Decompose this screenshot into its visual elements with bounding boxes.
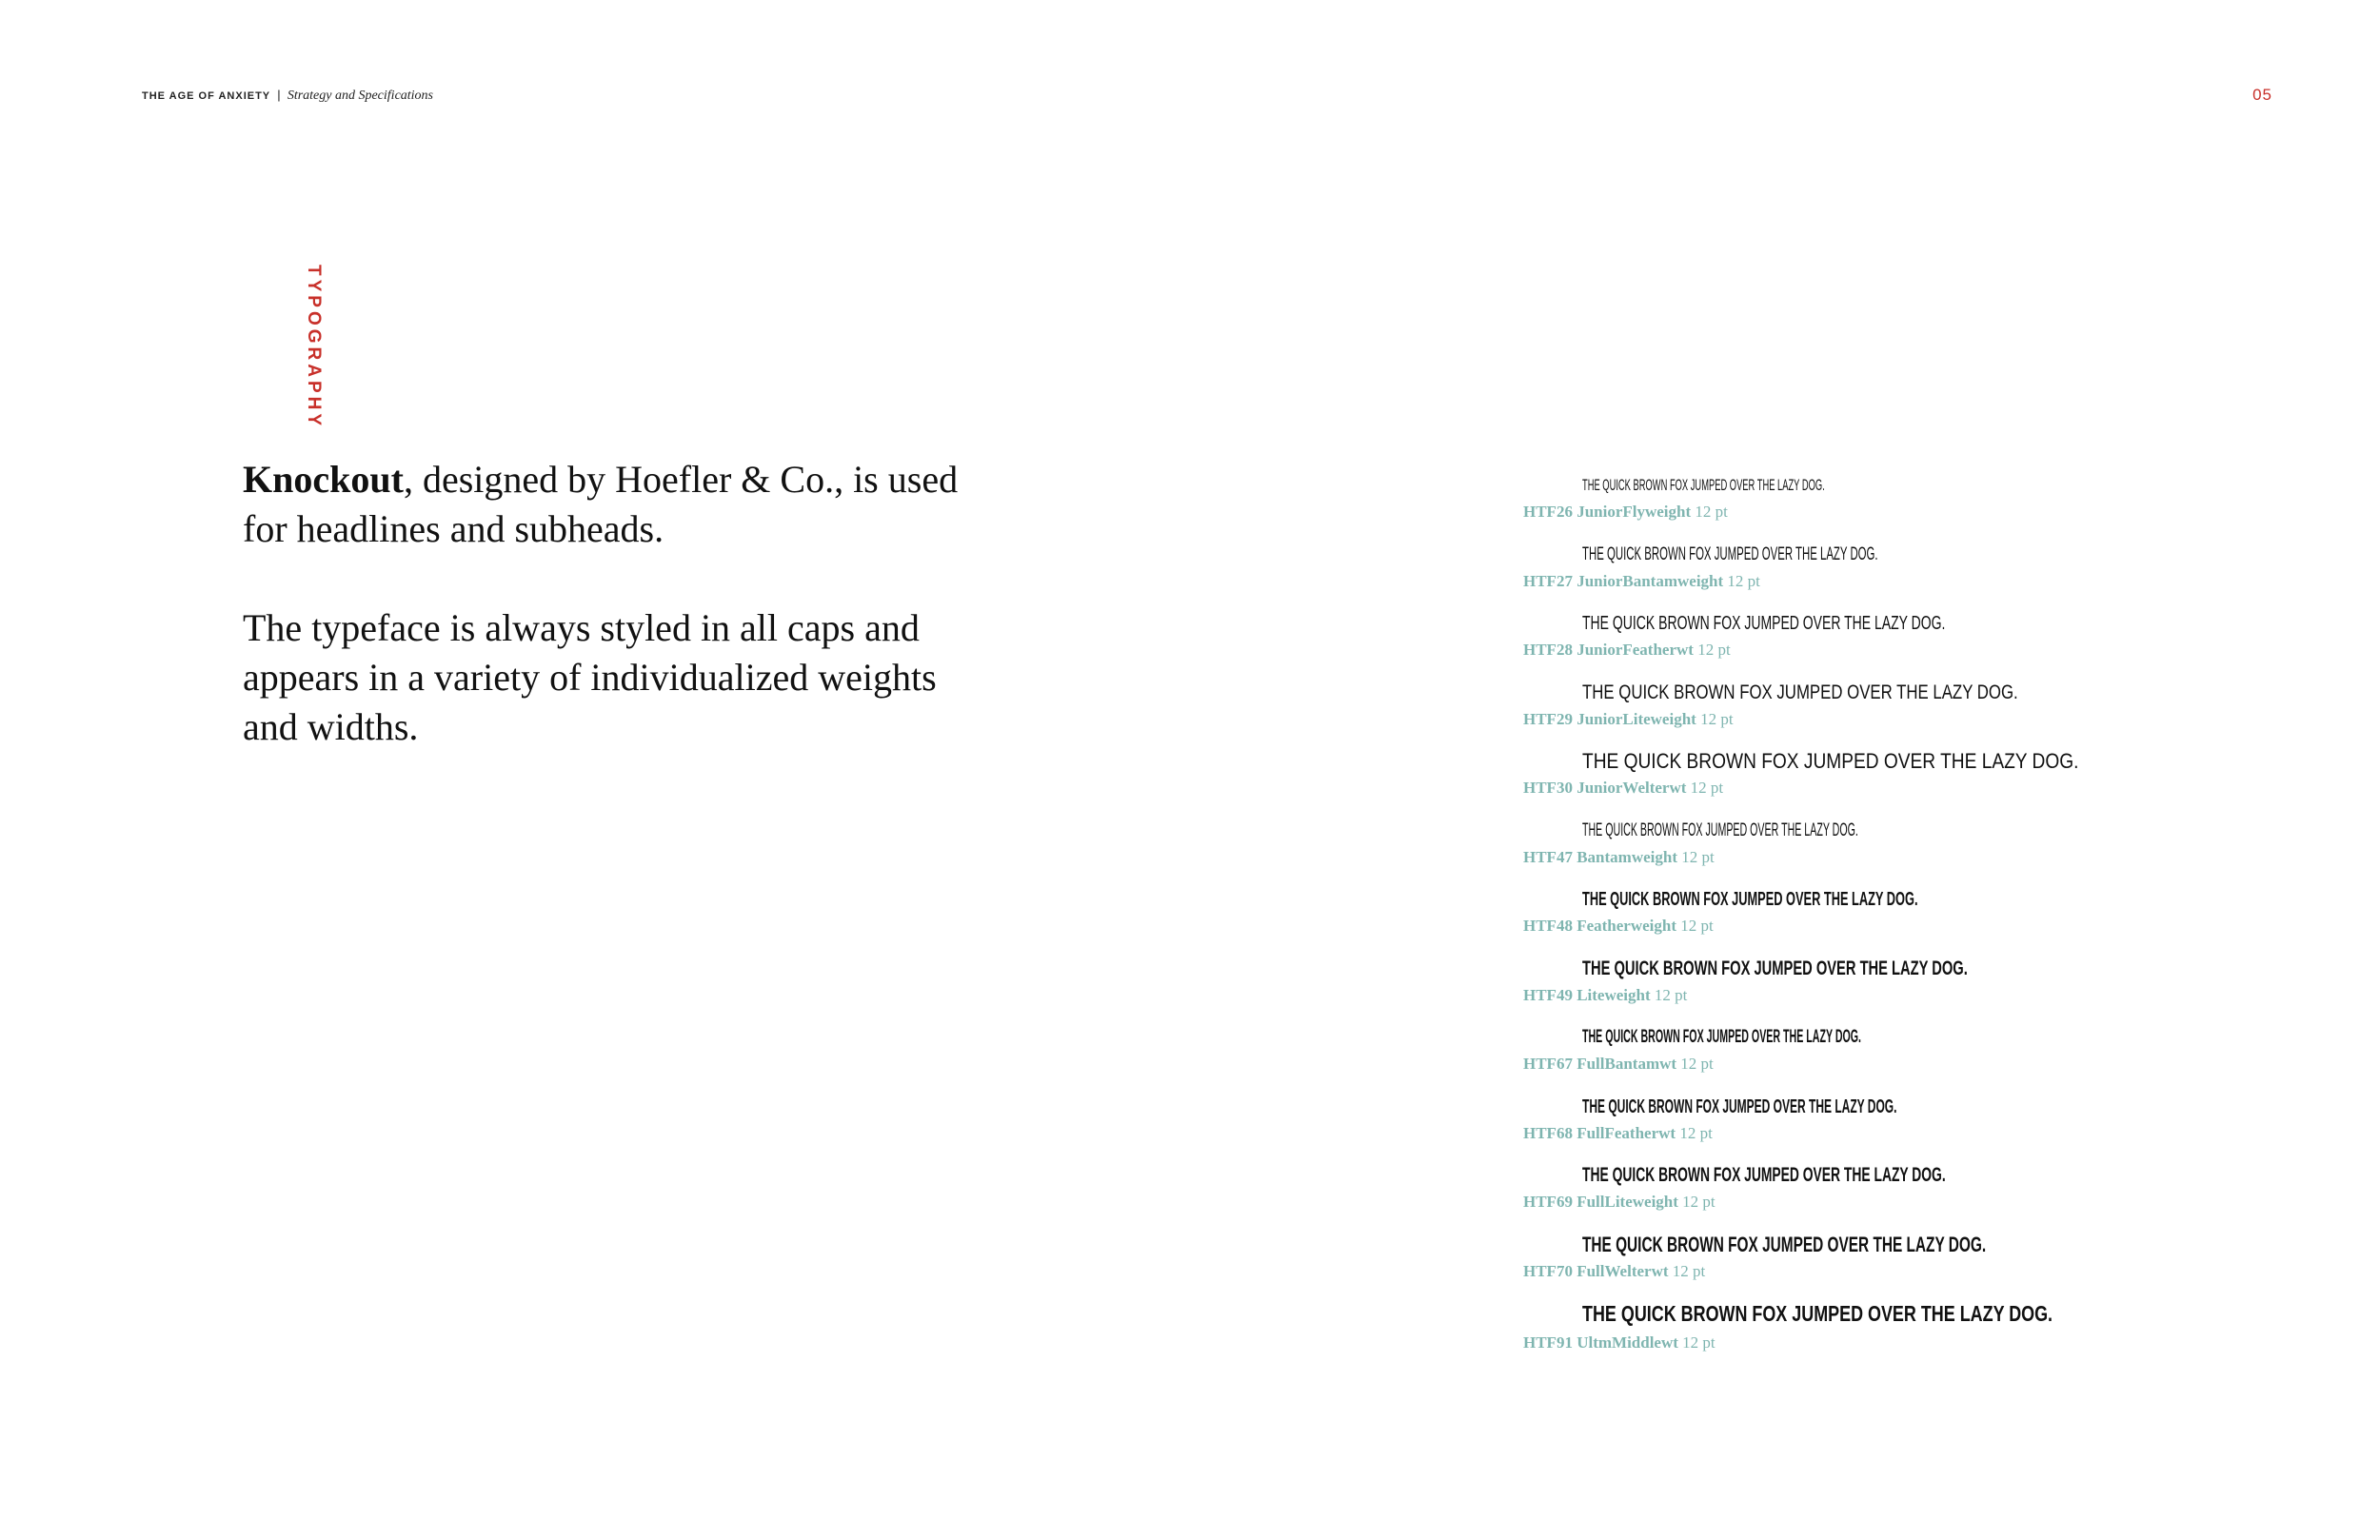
specimen-caption (1523, 1124, 1713, 1143)
specimen-item (1523, 957, 2304, 1026)
font-size: 12 pt (1680, 1055, 1714, 1073)
font-code: HTF27 (1523, 571, 1573, 590)
specimen-caption (1523, 710, 1734, 729)
font-size: 12 pt (1682, 1193, 1716, 1211)
font-size: 12 pt (1682, 1333, 1716, 1352)
font-code: HTF48 (1523, 917, 1573, 935)
specimen-sample: THE QUICK BROWN FOX JUMPED OVER THE LAZY DOG. (1582, 749, 2079, 773)
font-name: JuniorWelterwt (1577, 779, 1687, 797)
specimen-item (1523, 611, 2304, 681)
specimen-item (1523, 1163, 2304, 1233)
font-code: HTF49 (1523, 985, 1573, 1004)
section-label: TYPOGRAPHY (304, 265, 324, 430)
intro-paragraph-1 (243, 455, 985, 554)
font-name: FullBantamwt (1577, 1055, 1677, 1073)
specimen-caption (1523, 1193, 1716, 1212)
specimen-item (1523, 1095, 2304, 1164)
specimen-item (1523, 473, 2304, 543)
specimen-item (1523, 1301, 2304, 1371)
font-name: FullLiteweight (1577, 1193, 1678, 1211)
font-name: JuniorLiteweight (1577, 709, 1696, 728)
font-code: HTF47 (1523, 847, 1573, 866)
specimen-sample: THE QUICK BROWN FOX JUMPED OVER THE LAZY DOG. (1582, 957, 1968, 979)
title-separator: | (277, 88, 281, 102)
specimen-caption (1523, 917, 1714, 936)
specimen-item (1523, 543, 2304, 612)
font-size: 12 pt (1690, 779, 1724, 797)
specimen-item (1523, 681, 2304, 750)
specimen-item (1523, 887, 2304, 957)
specimen-sample: THE QUICK BROWN FOX JUMPED OVER THE LAZY DOG. (1582, 1027, 1862, 1047)
document-title: THE AGE OF ANXIETY (142, 90, 271, 102)
specimen-caption (1523, 1262, 1705, 1281)
specimen-sample: THE QUICK BROWN FOX JUMPED OVER THE LAZY DOG. (1582, 476, 1825, 494)
specimen-caption (1523, 503, 1728, 522)
font-size: 12 pt (1654, 985, 1688, 1004)
specimen-sample: THE QUICK BROWN FOX JUMPED OVER THE LAZY DOG. (1582, 681, 2018, 703)
font-code: HTF69 (1523, 1193, 1573, 1211)
font-code: HTF70 (1523, 1261, 1573, 1280)
intro-paragraph-1-rest: , designed by Hoefler & Co., is used for headlines and subheads. (243, 458, 959, 550)
font-name: Featherweight (1577, 917, 1677, 935)
specimen-sample: THE QUICK BROWN FOX JUMPED OVER THE LAZY DOG. (1582, 819, 1858, 840)
specimen-item (1523, 819, 2304, 888)
font-code: HTF68 (1523, 1123, 1573, 1142)
specimen-sample: THE QUICK BROWN FOX JUMPED OVER THE LAZY DOG. (1582, 543, 1878, 564)
font-name: JuniorBantamweight (1577, 571, 1724, 590)
font-size: 12 pt (1700, 709, 1734, 728)
intro-text (243, 455, 985, 801)
specimen-item (1523, 1233, 2304, 1302)
font-code: HTF91 (1523, 1333, 1573, 1352)
font-size: 12 pt (1679, 1123, 1713, 1142)
font-name: JuniorFeatherwt (1577, 641, 1694, 659)
intro-paragraph-2: The typeface is always styled in all caps and appears in a variety of individualized weights and widths. (243, 606, 937, 748)
font-size: 12 pt (1680, 917, 1714, 935)
specimen-caption (1523, 641, 1731, 660)
specimen-caption (1523, 1055, 1714, 1074)
font-code: HTF28 (1523, 641, 1573, 659)
font-name: FullWelterwt (1577, 1261, 1669, 1280)
font-size: 12 pt (1695, 503, 1728, 521)
specimen-caption (1523, 848, 1715, 867)
specimen-sample: THE QUICK BROWN FOX JUMPED OVER THE LAZY DOG. (1582, 613, 1946, 634)
document-subtitle: Strategy and Specifications (287, 89, 434, 103)
specimen-sample: THE QUICK BROWN FOX JUMPED OVER THE LAZY DOG. (1582, 1232, 1987, 1256)
specimen-list (1523, 473, 2304, 1371)
specimen-caption (1523, 779, 1723, 798)
specimen-caption (1523, 986, 1687, 1005)
specimen-sample: THE QUICK BROWN FOX JUMPED OVER THE LAZY DOG. (1582, 1301, 2053, 1326)
specimen-item (1523, 1025, 2304, 1095)
font-name: JuniorFlyweight (1577, 503, 1692, 521)
font-name: FullFeatherwt (1577, 1123, 1676, 1142)
typeface-name: Knockout (243, 458, 404, 501)
specimen-sample: THE QUICK BROWN FOX JUMPED OVER THE LAZY DOG. (1582, 1096, 1897, 1117)
specimen-sample: THE QUICK BROWN FOX JUMPED OVER THE LAZY DOG. (1582, 889, 1918, 910)
specimen-sample: THE QUICK BROWN FOX JUMPED OVER THE LAZY DOG. (1582, 1164, 1946, 1186)
running-head (142, 88, 433, 104)
specimen-caption (1523, 572, 1760, 591)
specimen-caption (1523, 1333, 1716, 1352)
font-size: 12 pt (1727, 571, 1760, 590)
font-name: Bantamweight (1577, 847, 1677, 866)
font-code: HTF26 (1523, 503, 1573, 521)
font-size: 12 pt (1681, 847, 1715, 866)
font-size: 12 pt (1672, 1261, 1706, 1280)
font-code: HTF67 (1523, 1055, 1573, 1073)
font-size: 12 pt (1697, 641, 1731, 659)
font-name: UltmMiddlewt (1577, 1333, 1678, 1352)
page-number: 05 (2252, 86, 2272, 104)
specimen-item (1523, 749, 2304, 819)
font-code: HTF29 (1523, 709, 1573, 728)
font-name: Liteweight (1577, 985, 1651, 1004)
font-code: HTF30 (1523, 779, 1573, 797)
